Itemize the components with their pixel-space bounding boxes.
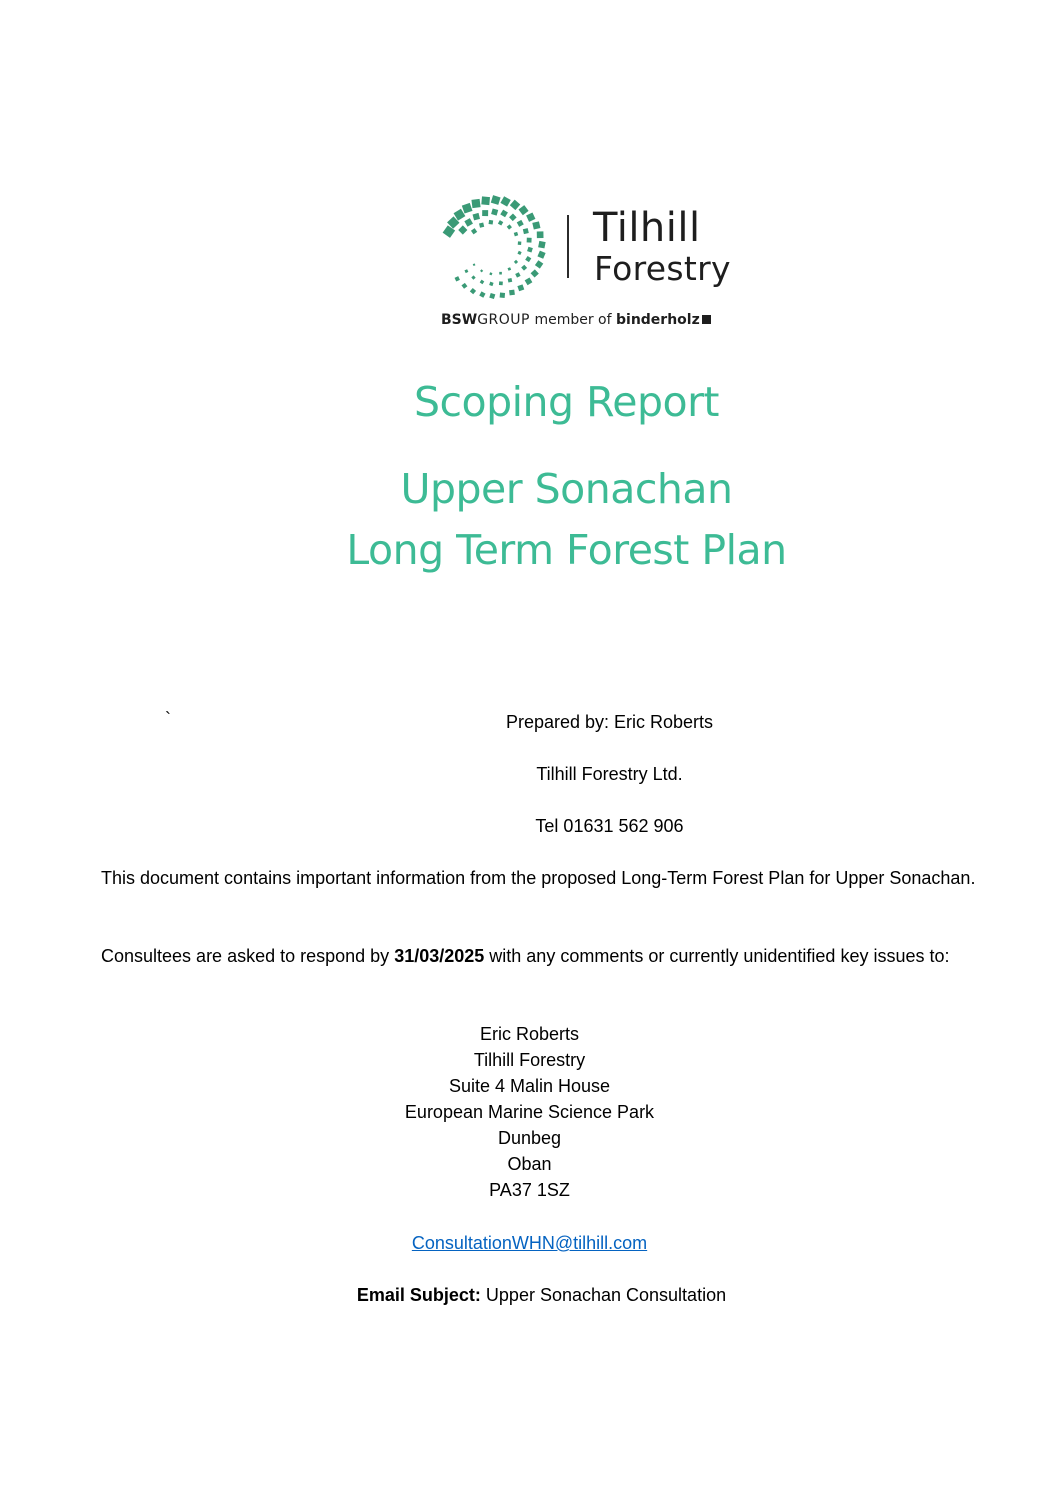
plan-title: Long Term Forest Plan: [346, 526, 787, 574]
logo-mark-square: [464, 218, 473, 227]
logo-mark-square: [514, 232, 518, 236]
logo-divider: [567, 215, 569, 278]
tagline-group: GROUP: [477, 312, 530, 328]
logo-mark-square: [479, 291, 485, 297]
postal-address: [0, 1021, 1059, 1203]
logo-mark-square: [521, 265, 527, 271]
logo-mark-square: [480, 280, 485, 285]
logo-mark-square: [471, 228, 477, 234]
address-line: Oban: [507, 1154, 552, 1174]
logo-mark-square: [517, 220, 524, 227]
logo-mark-square: [537, 251, 545, 259]
logo-mark-square: [509, 214, 517, 222]
tagline-member: member of: [530, 312, 616, 328]
logo-mark-square: [527, 238, 532, 243]
address-line: Dunbeg: [497, 1128, 562, 1148]
logo-mark-square: [509, 290, 515, 296]
logo-mark-square: [464, 269, 468, 273]
response-text-pre: Consultees are asked to respond by: [101, 946, 395, 966]
prepared-by: Prepared by: Eric Roberts: [505, 712, 714, 732]
logo-mark-square: [518, 241, 522, 245]
logo-mark-square: [515, 272, 520, 277]
logo-mark-square: [518, 205, 528, 215]
logo-name-line2: Forestry: [594, 249, 731, 288]
logo-mark-square: [510, 200, 520, 210]
address-line: European Marine Science Park: [404, 1102, 655, 1122]
logo-mark-square: [517, 284, 524, 291]
logo-mark-square: [479, 223, 484, 228]
logo-mark-square: [500, 293, 505, 298]
logo-mark-square: [491, 195, 501, 205]
email-subject: [12, 1282, 1059, 1308]
logo-mark-square: [523, 228, 529, 234]
logo-mark-square: [489, 293, 495, 299]
logo-mark-icon: [438, 192, 550, 304]
logo-mark-square: [514, 260, 518, 264]
preparer-telephone: Tel 01631 562 906: [535, 816, 684, 836]
logo-mark-square: [508, 267, 512, 271]
logo-name-line1: Tilhill: [593, 205, 701, 251]
logo-mark-square: [491, 208, 498, 215]
logo-mark-square: [489, 282, 493, 286]
email-link[interactable]: ConsultationWHN@tilhill.com: [411, 1233, 648, 1253]
email-subject-value: Upper Sonachan Consultation: [480, 1285, 727, 1305]
logo-mark-square: [531, 269, 539, 277]
logo-mark-square: [525, 277, 533, 285]
logo-mark-square: [471, 275, 475, 279]
project-title: Upper Sonachan: [400, 465, 733, 513]
logo-mark-square: [455, 276, 460, 281]
logo-mark-square: [527, 247, 533, 253]
email-subject-label: Email Subject:: [356, 1285, 481, 1305]
preparer-company: Tilhill Forestry Ltd.: [536, 764, 683, 784]
tagline-binderholz: binderholz: [616, 312, 700, 328]
logo-mark-square: [499, 272, 502, 275]
logo-mark-square: [538, 241, 546, 249]
logo-mark-square: [473, 213, 480, 220]
email-row: [0, 1230, 1059, 1256]
logo-mark-square: [508, 278, 513, 283]
logo-mark-square: [525, 256, 531, 262]
tagline-bsw: BSW: [441, 312, 478, 328]
address-line: Suite 4 Malin House: [448, 1076, 611, 1096]
logo-mark-square: [473, 263, 476, 266]
logo-mark-square: [507, 224, 512, 229]
logo-mark-square: [482, 210, 488, 216]
report-title: Scoping Report: [413, 378, 720, 426]
logo-mark-square: [532, 221, 540, 229]
logo-mark-square: [458, 225, 467, 234]
logo-mark-square: [462, 203, 473, 214]
logo-mark-square: [480, 269, 483, 272]
logo-mark-square: [517, 251, 521, 255]
logo-mark-square: [489, 220, 494, 225]
logo-mark-square: [535, 260, 543, 268]
logo-mark-square: [461, 283, 467, 289]
logo-mark-square: [481, 196, 490, 205]
stray-mark: `: [165, 709, 171, 729]
logo-mark-square: [500, 196, 510, 206]
logo-mark-square: [471, 199, 480, 208]
response-text-post: with any comments or currently unidentified key issues to:: [484, 946, 950, 966]
tilhill-forestry-logo: [438, 192, 758, 334]
logo-mark-square: [470, 288, 476, 294]
response-deadline: 31/03/2025: [394, 946, 485, 966]
address-line: PA37 1SZ: [489, 1180, 570, 1200]
logo-tagline: [441, 311, 711, 329]
address-line: Tilhill Forestry: [473, 1050, 586, 1070]
logo-mark-square: [498, 220, 503, 225]
logo-mark-square: [526, 212, 535, 221]
logo-mark-square: [500, 210, 508, 218]
binderholz-square-icon: [702, 315, 711, 324]
logo-mark-square: [499, 281, 503, 285]
logo-mark-square: [489, 272, 492, 275]
address-line: Eric Roberts: [479, 1024, 580, 1044]
intro-paragraph: This document contains important information from the proposed Long-Term Forest Plan for Upper Sonachan.: [101, 868, 976, 888]
response-paragraph: [101, 943, 981, 969]
logo-mark-square: [537, 231, 544, 238]
